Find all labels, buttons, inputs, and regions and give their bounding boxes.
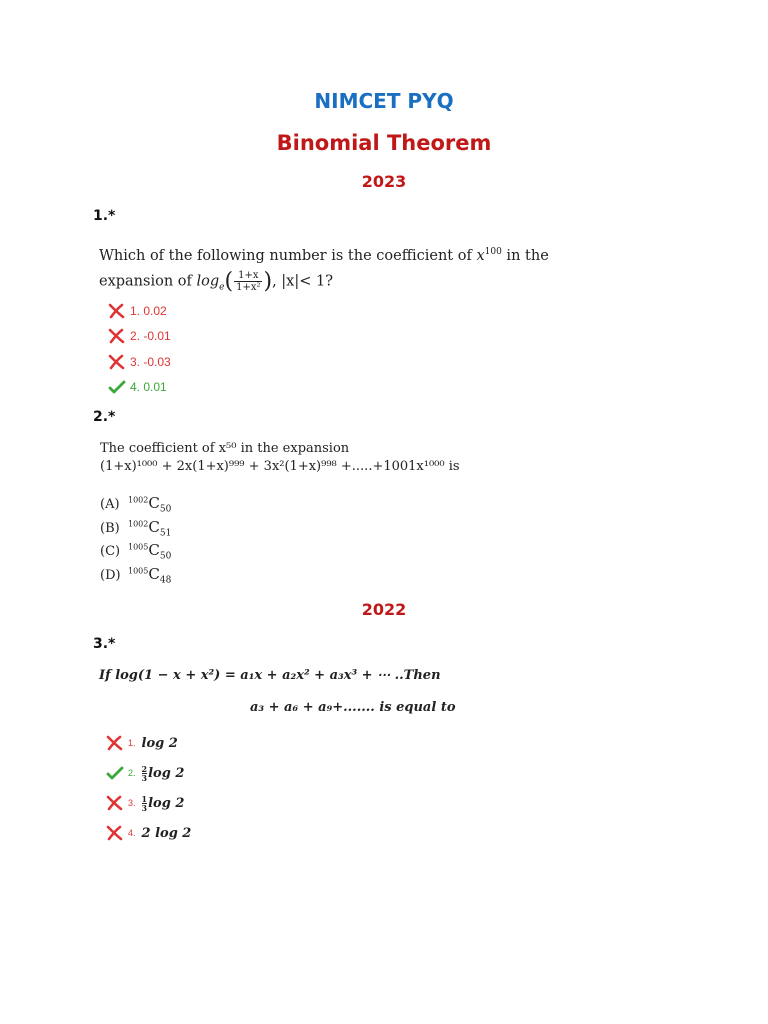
q1-option-4[interactable] (108, 375, 171, 401)
q2-option-r: 50 (159, 504, 172, 515)
q1-line2-prefix: expansion of (99, 273, 197, 290)
question-1-text (99, 240, 549, 300)
q1-var: x (476, 247, 485, 264)
cross-mark-icon (106, 825, 124, 841)
q3-option-1-num: 1. (128, 738, 136, 748)
question-3-line2: a₃ + a₆ + a₉+....... is equal to (250, 700, 456, 715)
q1-fraction (234, 270, 262, 293)
q2-option-b[interactable]: (B) $^{1002}C_{51}$ (100, 517, 172, 539)
page-subtitle: Binomial Theorem (276, 131, 492, 155)
q2-option-c[interactable]: (C) $^{1005}C_{50}$ (100, 541, 172, 562)
q1-exponent: 100 (484, 247, 502, 257)
question-number-3: 3.* (93, 636, 116, 652)
q3-frac-num: 2 (141, 763, 148, 774)
q1-frac-den: 1+x² (236, 281, 261, 293)
q2-option-label: (C) (100, 544, 121, 559)
question-number-1: 1.* (93, 208, 116, 224)
q1-option-1[interactable] (108, 298, 171, 324)
q2-option-n: 1002 (128, 495, 149, 505)
q2-option-n: 1005 (128, 566, 149, 576)
q1-line2-suffix: , |x|< 1? (272, 273, 333, 290)
q1-open-paren: ( (224, 268, 234, 294)
cross-mark-icon (106, 735, 124, 751)
cross-mark-icon (106, 795, 124, 811)
cross-mark-icon (108, 328, 126, 344)
q1-close-paren: ) (263, 268, 273, 294)
q3-option-1-value: log 2 (141, 735, 178, 751)
question-3-options (106, 728, 191, 848)
q3-frac-den: 3 (141, 772, 148, 783)
q1-option-3[interactable] (108, 349, 171, 375)
page-title: NIMCET PYQ (314, 89, 454, 113)
q1-option-3-text: 3. -0.03 (130, 354, 171, 369)
question-number-2: 2.* (93, 409, 116, 425)
q1-line1-suffix: in the (501, 247, 549, 264)
q2-line1: The coefficient of x⁵⁰ in the expansion (100, 441, 350, 456)
q3-option-4-num: 4. (128, 828, 136, 838)
q1-line1-prefix: Which of the following number is the coefficient of (99, 247, 477, 264)
check-mark-icon (108, 379, 126, 395)
q2-option-label: (B) (100, 520, 120, 536)
q2-option-a[interactable]: (A) $^{1002}C_{50}$ (100, 494, 172, 515)
year-heading-2023: 2023 (361, 172, 407, 191)
q1-log: log (196, 273, 220, 290)
q3-frac-den: 3 (141, 802, 148, 813)
q3-option-2-value: log 2 (148, 765, 185, 781)
question-2-options (100, 494, 171, 588)
q2-option-r: 48 (159, 575, 172, 586)
q1-option-2-text: 2. -0.01 (130, 329, 171, 344)
q2-option-label: (A) (100, 497, 120, 512)
question-1-options (108, 298, 171, 400)
q3-option-3-fraction (142, 795, 148, 812)
q1-frac-num: 1+x (234, 270, 262, 282)
q3-option-2[interactable] (106, 758, 191, 788)
q1-option-4-text: 4. 0.01 (130, 380, 167, 395)
year-heading-2022: 2022 (361, 600, 407, 619)
q1-option-1-text: 1. 0.02 (130, 303, 167, 318)
q3-option-2-fraction (142, 765, 148, 782)
q3-option-4[interactable] (106, 818, 191, 848)
q1-log-base: e (219, 282, 225, 293)
q3-option-1[interactable] (106, 728, 191, 758)
q2-option-n: 1005 (128, 542, 149, 552)
q2-option-r: 51 (159, 528, 172, 539)
q3-option-3[interactable] (106, 788, 191, 818)
cross-mark-icon (108, 303, 126, 319)
q2-line2: (1+x)¹⁰⁰⁰ + 2x(1+x)⁹⁹⁹ + 3x²(1+x)⁹⁹⁸ +.....+1001x¹⁰⁰⁰ is (100, 459, 460, 474)
question-3-line1: If log(1 − x + x²) = a₁x + a₂x² + a₃x³ + ⋯ ..Then (99, 668, 441, 683)
question-2-text (100, 440, 460, 476)
q3-option-4-value: 2 log 2 (141, 825, 192, 841)
q3-frac-num: 1 (141, 793, 148, 804)
q3-option-3-num: 3. (128, 798, 136, 808)
q2-option-n: 1002 (128, 519, 149, 529)
q2-option-d[interactable]: (D) $^{1005}C_{48}$ (100, 564, 172, 586)
q3-option-3-value: log 2 (148, 795, 185, 811)
q1-option-2[interactable] (108, 324, 171, 350)
q3-option-2-num: 2. (128, 768, 136, 778)
cross-mark-icon (108, 354, 126, 370)
q2-option-r: 50 (159, 551, 172, 562)
q2-option-label: (D) (100, 567, 121, 583)
check-mark-icon (106, 765, 124, 781)
